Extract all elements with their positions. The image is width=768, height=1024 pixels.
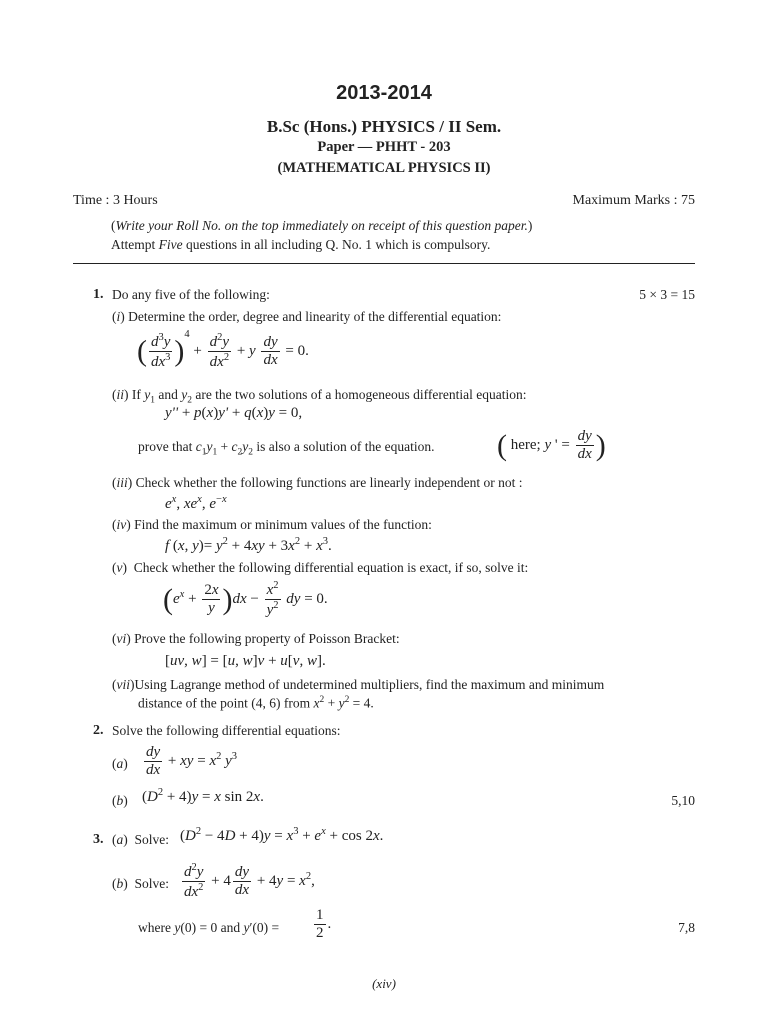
q3-b-equation: $\frac{d^2y}{dx^2}$ + 4 $\frac{dy}{dx}$ + $4y = x^2$, bbox=[184, 862, 315, 901]
q3-marks: 7,8 bbox=[678, 920, 695, 935]
q1-vi-text: (vi) Prove the following property of Poisson Bracket: bbox=[112, 631, 400, 646]
q1-i-text: (i) Determine the order, degree and linearity of the differential equation: bbox=[112, 309, 502, 324]
q2-b-label: (b) bbox=[112, 793, 128, 808]
page-number: (xiv) bbox=[372, 976, 396, 991]
q1-v-text: (v) Check whether the following differential equation is exact, if so, solve it: bbox=[112, 560, 529, 575]
q1-i-equation: ( $\frac{d^3y}{dx^3}$ )$^4$ + $\frac{d^2y}{dx^2}$ + y $\frac{dy}{dx}$ = 0. bbox=[137, 329, 309, 371]
maximum-marks: Maximum Marks : 75 bbox=[572, 193, 695, 208]
q3-initial-value: $\frac{1}{2}$ . bbox=[316, 907, 332, 942]
q1-number: 1. bbox=[93, 287, 104, 302]
q1-v-equation: ($e^x$ + $\frac{2x}{y}$ )dx − $\frac{x^2}{y^2}$ dy = 0. bbox=[163, 580, 328, 619]
q2-a-equation: $\frac{dy}{dx}$ + xy = $x^2$ $y^3$ bbox=[146, 744, 238, 779]
q3-a-equation: $(D^2 - 4D + 4)y = x^3 + e^x + \cos 2x$. bbox=[180, 826, 384, 844]
instruction-roll-no: (Write your Roll No. on the top immediately on receipt of this question paper.) bbox=[111, 218, 533, 233]
q1-marks: 5 × 3 = 15 bbox=[639, 287, 695, 302]
q2-b-equation: $(D^2 + 4)y = x$ sin 2x. bbox=[142, 787, 264, 805]
subject-title: (MATHEMATICAL PHYSICS II) bbox=[277, 160, 491, 176]
q1-ii-text: (ii) If $y_1$ and $y_2$ are the two solutions of a homogeneous differential equation: bbox=[112, 387, 527, 406]
q3-number: 3. bbox=[93, 832, 104, 847]
q1-iii-equation: $e^x$, $xe^x$, $e^{-x}$ bbox=[165, 494, 227, 512]
q1-ii-equation: y'' + p(x)y' + q(x)y = 0, bbox=[165, 405, 303, 421]
q1-vii-text: (vii)Using Lagrange method of undetermined multipliers, find the maximum and minimum bbox=[112, 677, 605, 692]
q1-vi-equation: [uv, w] = [u, w]v + u[v, w]. bbox=[165, 653, 326, 669]
instruction-attempt: Attempt Five questions in all including Q. No. 1 which is compulsory. bbox=[111, 237, 491, 252]
q2-marks: 5,10 bbox=[671, 793, 695, 808]
q1-ii-prove: prove that $c_1y_1 + c_2y_2$ is also a solution of the equation. bbox=[138, 439, 435, 458]
q1-iv-equation: f (x, $y)= y^2 + 4xy + 3x^2 + x^3$. bbox=[165, 536, 332, 554]
paper-code: Paper — PHHT - 203 bbox=[317, 139, 451, 155]
q2-a-label: (a) bbox=[112, 756, 128, 771]
header-divider bbox=[73, 263, 695, 264]
q3-b-label: (b) Solve: bbox=[112, 876, 169, 891]
q2-title: Solve the following differential equations: bbox=[112, 723, 341, 738]
course-title: B.Sc (Hons.) PHYSICS / II Sem. bbox=[266, 117, 502, 136]
time-allowed: Time : 3 Hours bbox=[73, 193, 158, 208]
q1-ii-here: ( here; y ' = $\frac{dy}{dx}$ ) bbox=[497, 428, 606, 463]
q1-vii-text-cont: distance of the point (4, 6) from $x^2 + y^2 = 4$. bbox=[138, 695, 374, 711]
q1-iv-text: (iv) Find the maximum or minimum values of the function: bbox=[112, 517, 432, 532]
q1-iii-text: (iii) Check whether the following functions are linearly independent or not : bbox=[112, 475, 523, 490]
exam-year: 2013-2014 bbox=[336, 82, 432, 104]
q1-title: Do any five of the following: bbox=[112, 287, 270, 302]
q3-a-label: (a) Solve: bbox=[112, 832, 169, 847]
q2-number: 2. bbox=[93, 723, 104, 738]
q3-where: where y(0) = 0 and y′(0) = bbox=[138, 920, 280, 935]
